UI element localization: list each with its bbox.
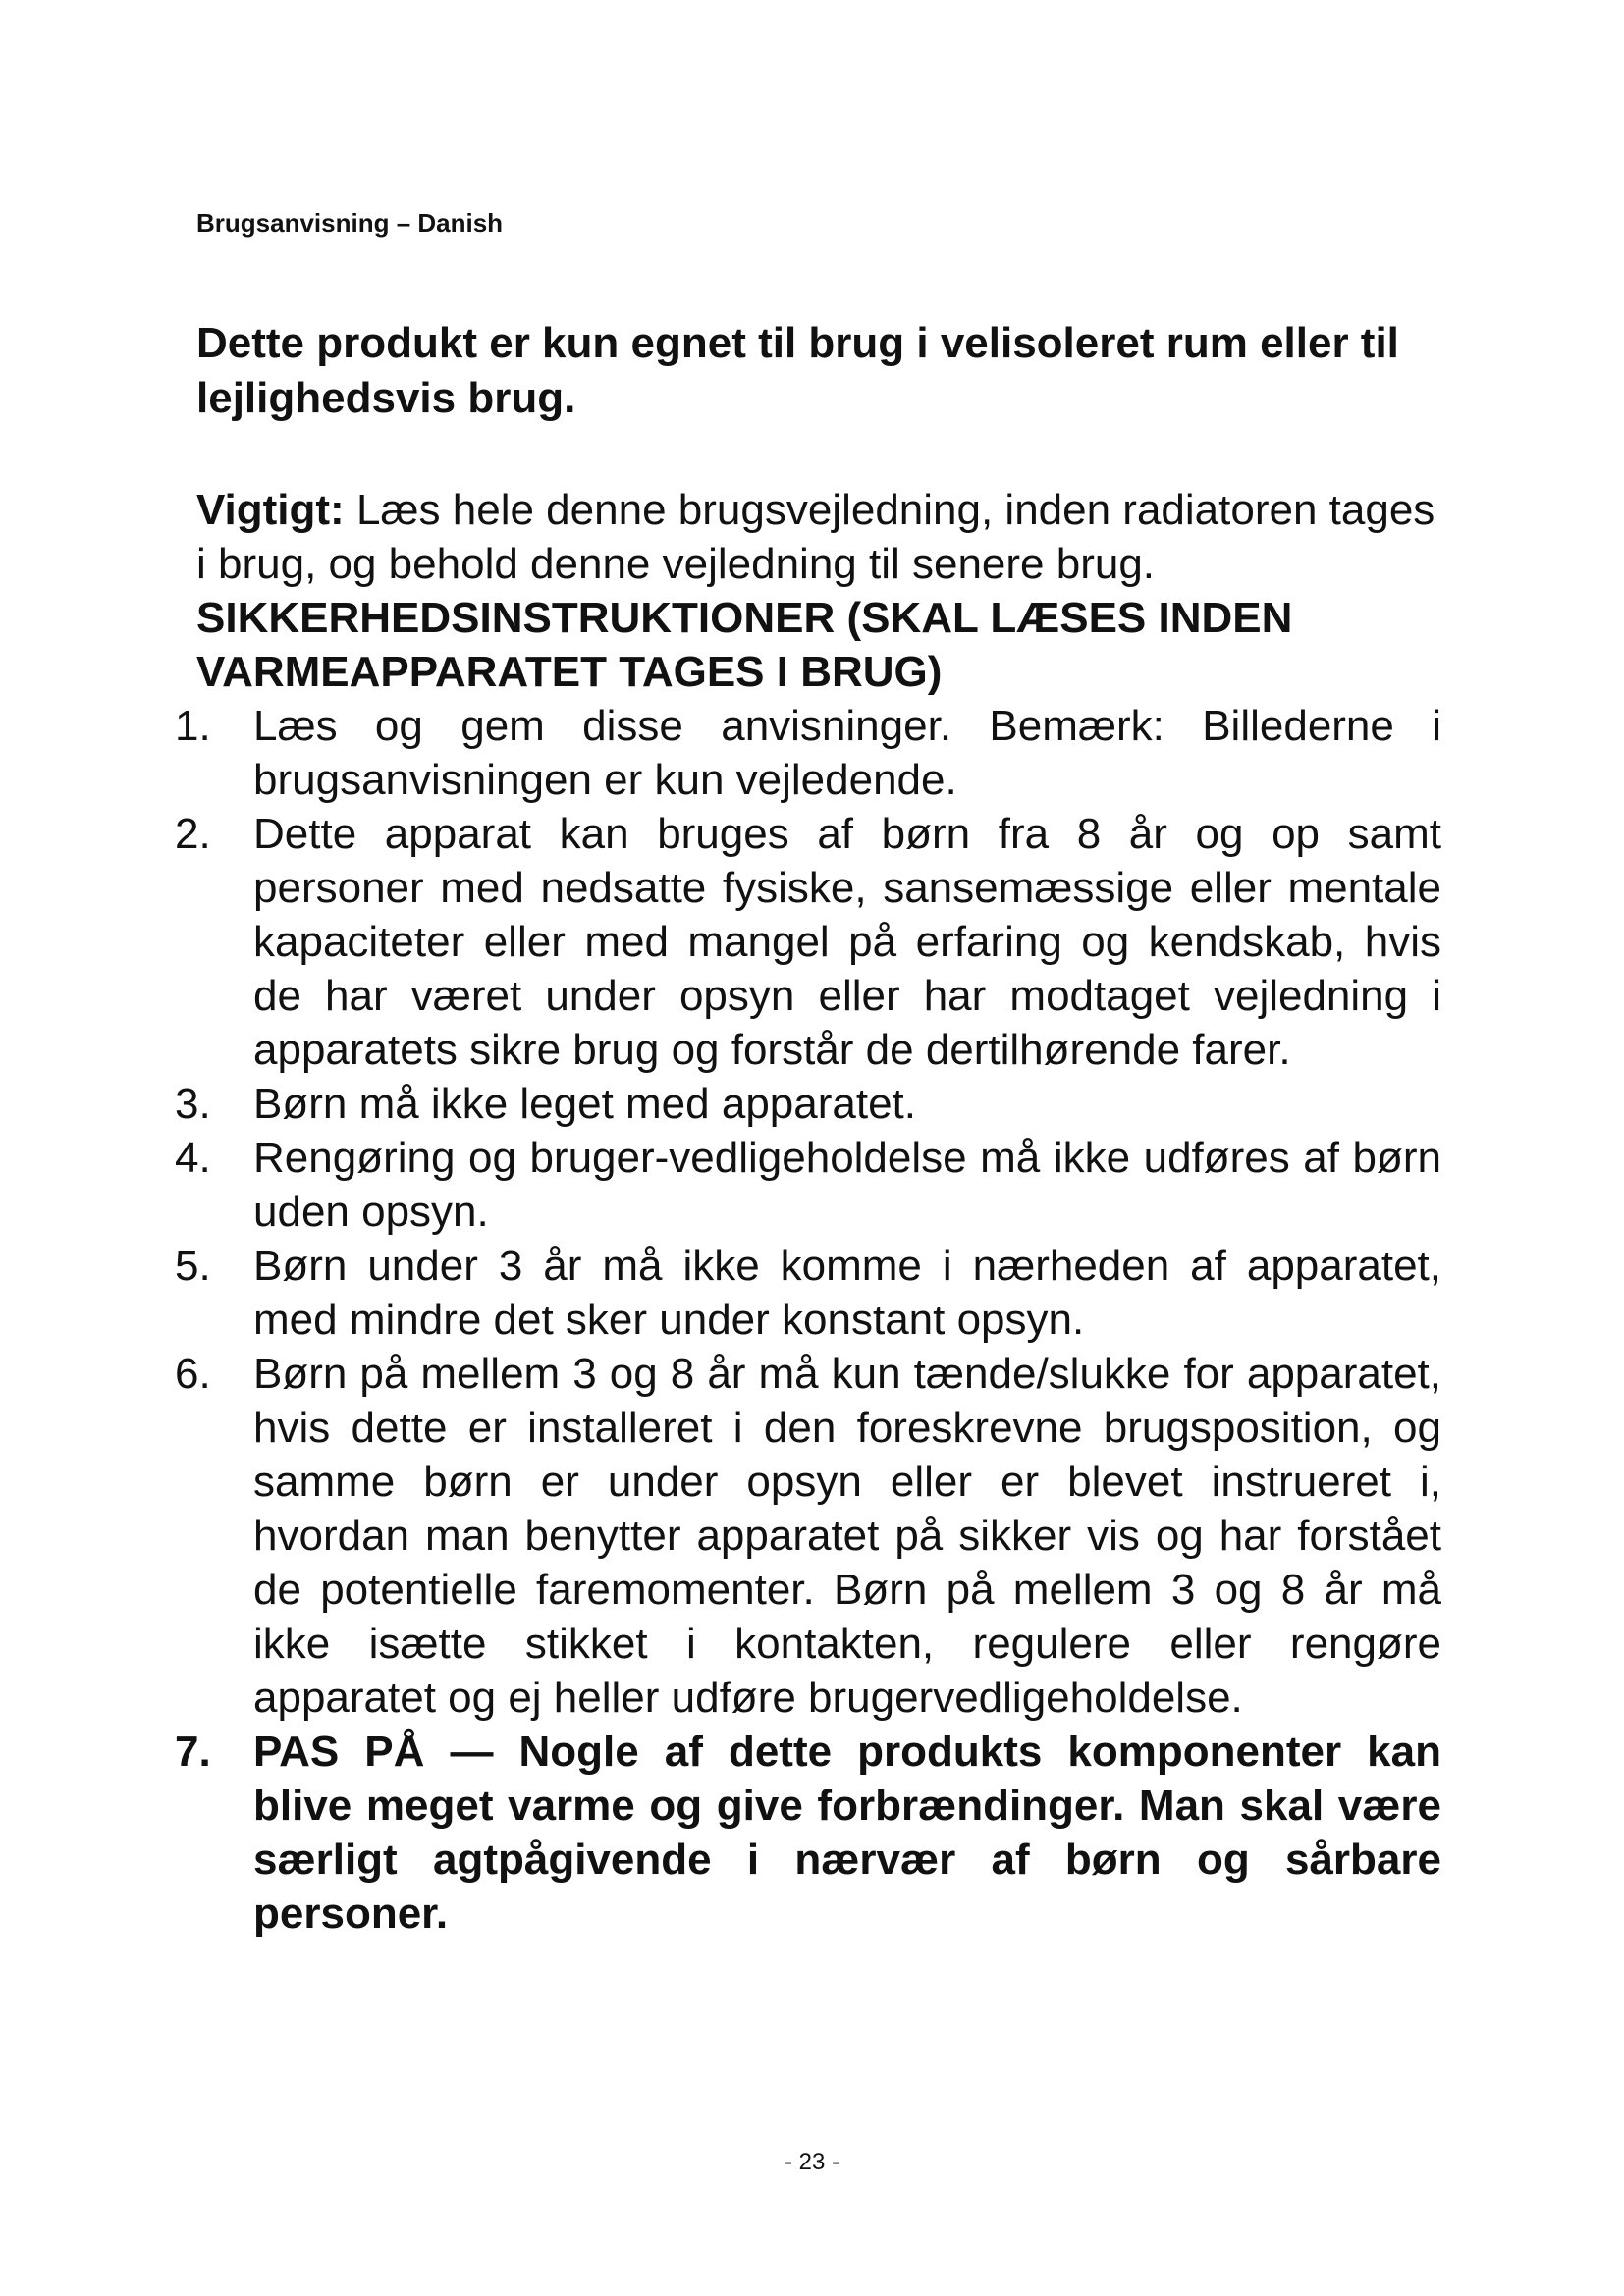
item-number: 6. bbox=[175, 1350, 211, 1398]
document-header: Brugsanvisning – Danish bbox=[196, 208, 504, 238]
item-number: 4. bbox=[175, 1134, 211, 1182]
item-number: 3. bbox=[175, 1080, 211, 1128]
item-text: Læs og gem disse anvisninger. Bemærk: Billederne i brugsanvisningen er kun vejledende. bbox=[253, 702, 1441, 804]
important-note bbox=[196, 483, 1441, 591]
item-text: Børn må ikke leget med apparatet. bbox=[253, 1080, 916, 1128]
item-number: 5. bbox=[175, 1242, 211, 1290]
list-item bbox=[175, 807, 1441, 1077]
item-text: Børn under 3 år må ikke komme i nærheden af apparatet, med mindre det sker under konstant opsyn. bbox=[253, 1242, 1441, 1344]
document-content bbox=[175, 316, 1441, 1941]
item-text: Børn på mellem 3 og 8 år må kun tænde/slukke for apparatet, hvis dette er installeret i den foreskrevne brugsposition, og samme børn er under opsyn eller er blevet instrueret i, hvordan man benytter apparatet på sikker vis og har forstået de potentielle faremomenter. Børn på mellem 3 og 8 år må ikke isætte stikket i kontakten, regulere eller rengøre apparatet og ej heller udføre brugervedligeholdelse. bbox=[253, 1350, 1441, 1722]
important-text: Læs hele denne brugsvejledning, inden radiatoren tages i brug, og behold denne vejledning til senere brug. bbox=[196, 486, 1435, 588]
list-item-warning bbox=[175, 1725, 1441, 1941]
important-label: Vigtigt: bbox=[196, 486, 345, 534]
item-text: Rengøring og bruger-vedligeholdelse må ikke udføres af børn uden opsyn. bbox=[253, 1134, 1441, 1236]
safety-section-title: SIKKERHEDSINSTRUKTIONER (SKAL LÆSES INDEN VARMEAPPARATET TAGES I BRUG) bbox=[196, 594, 1293, 696]
item-number: 1. bbox=[175, 702, 211, 750]
safety-instructions-list bbox=[175, 699, 1441, 1941]
list-item bbox=[175, 1239, 1441, 1347]
item-number: 2. bbox=[175, 810, 211, 858]
list-item bbox=[175, 699, 1441, 807]
item-text: Dette apparat kan bruges af børn fra 8 år og op samt personer med nedsatte fysiske, sansemæssige eller mentale kapaciteter eller med mangel på erfaring og kendskab, hvis de har været under opsyn eller har modtaget vejledning i apparatets sikre brug og forstår de dertilhørende farer. bbox=[253, 810, 1441, 1074]
page-number: - 23 - bbox=[784, 2149, 839, 2175]
list-item bbox=[175, 1077, 1441, 1131]
item-number: 7. bbox=[175, 1728, 211, 1776]
list-item bbox=[175, 1131, 1441, 1239]
list-item bbox=[175, 1347, 1441, 1725]
usage-notice: Dette produkt er kun egnet til brug i velisoleret rum eller til lejlighedsvis brug. bbox=[196, 319, 1399, 422]
item-text: PAS PÅ — Nogle af dette produkts komponenter kan blive meget varme og give forbrændinger. Man skal være særligt agtpågivende i nærvær af børn og sårbare personer. bbox=[253, 1728, 1441, 1938]
